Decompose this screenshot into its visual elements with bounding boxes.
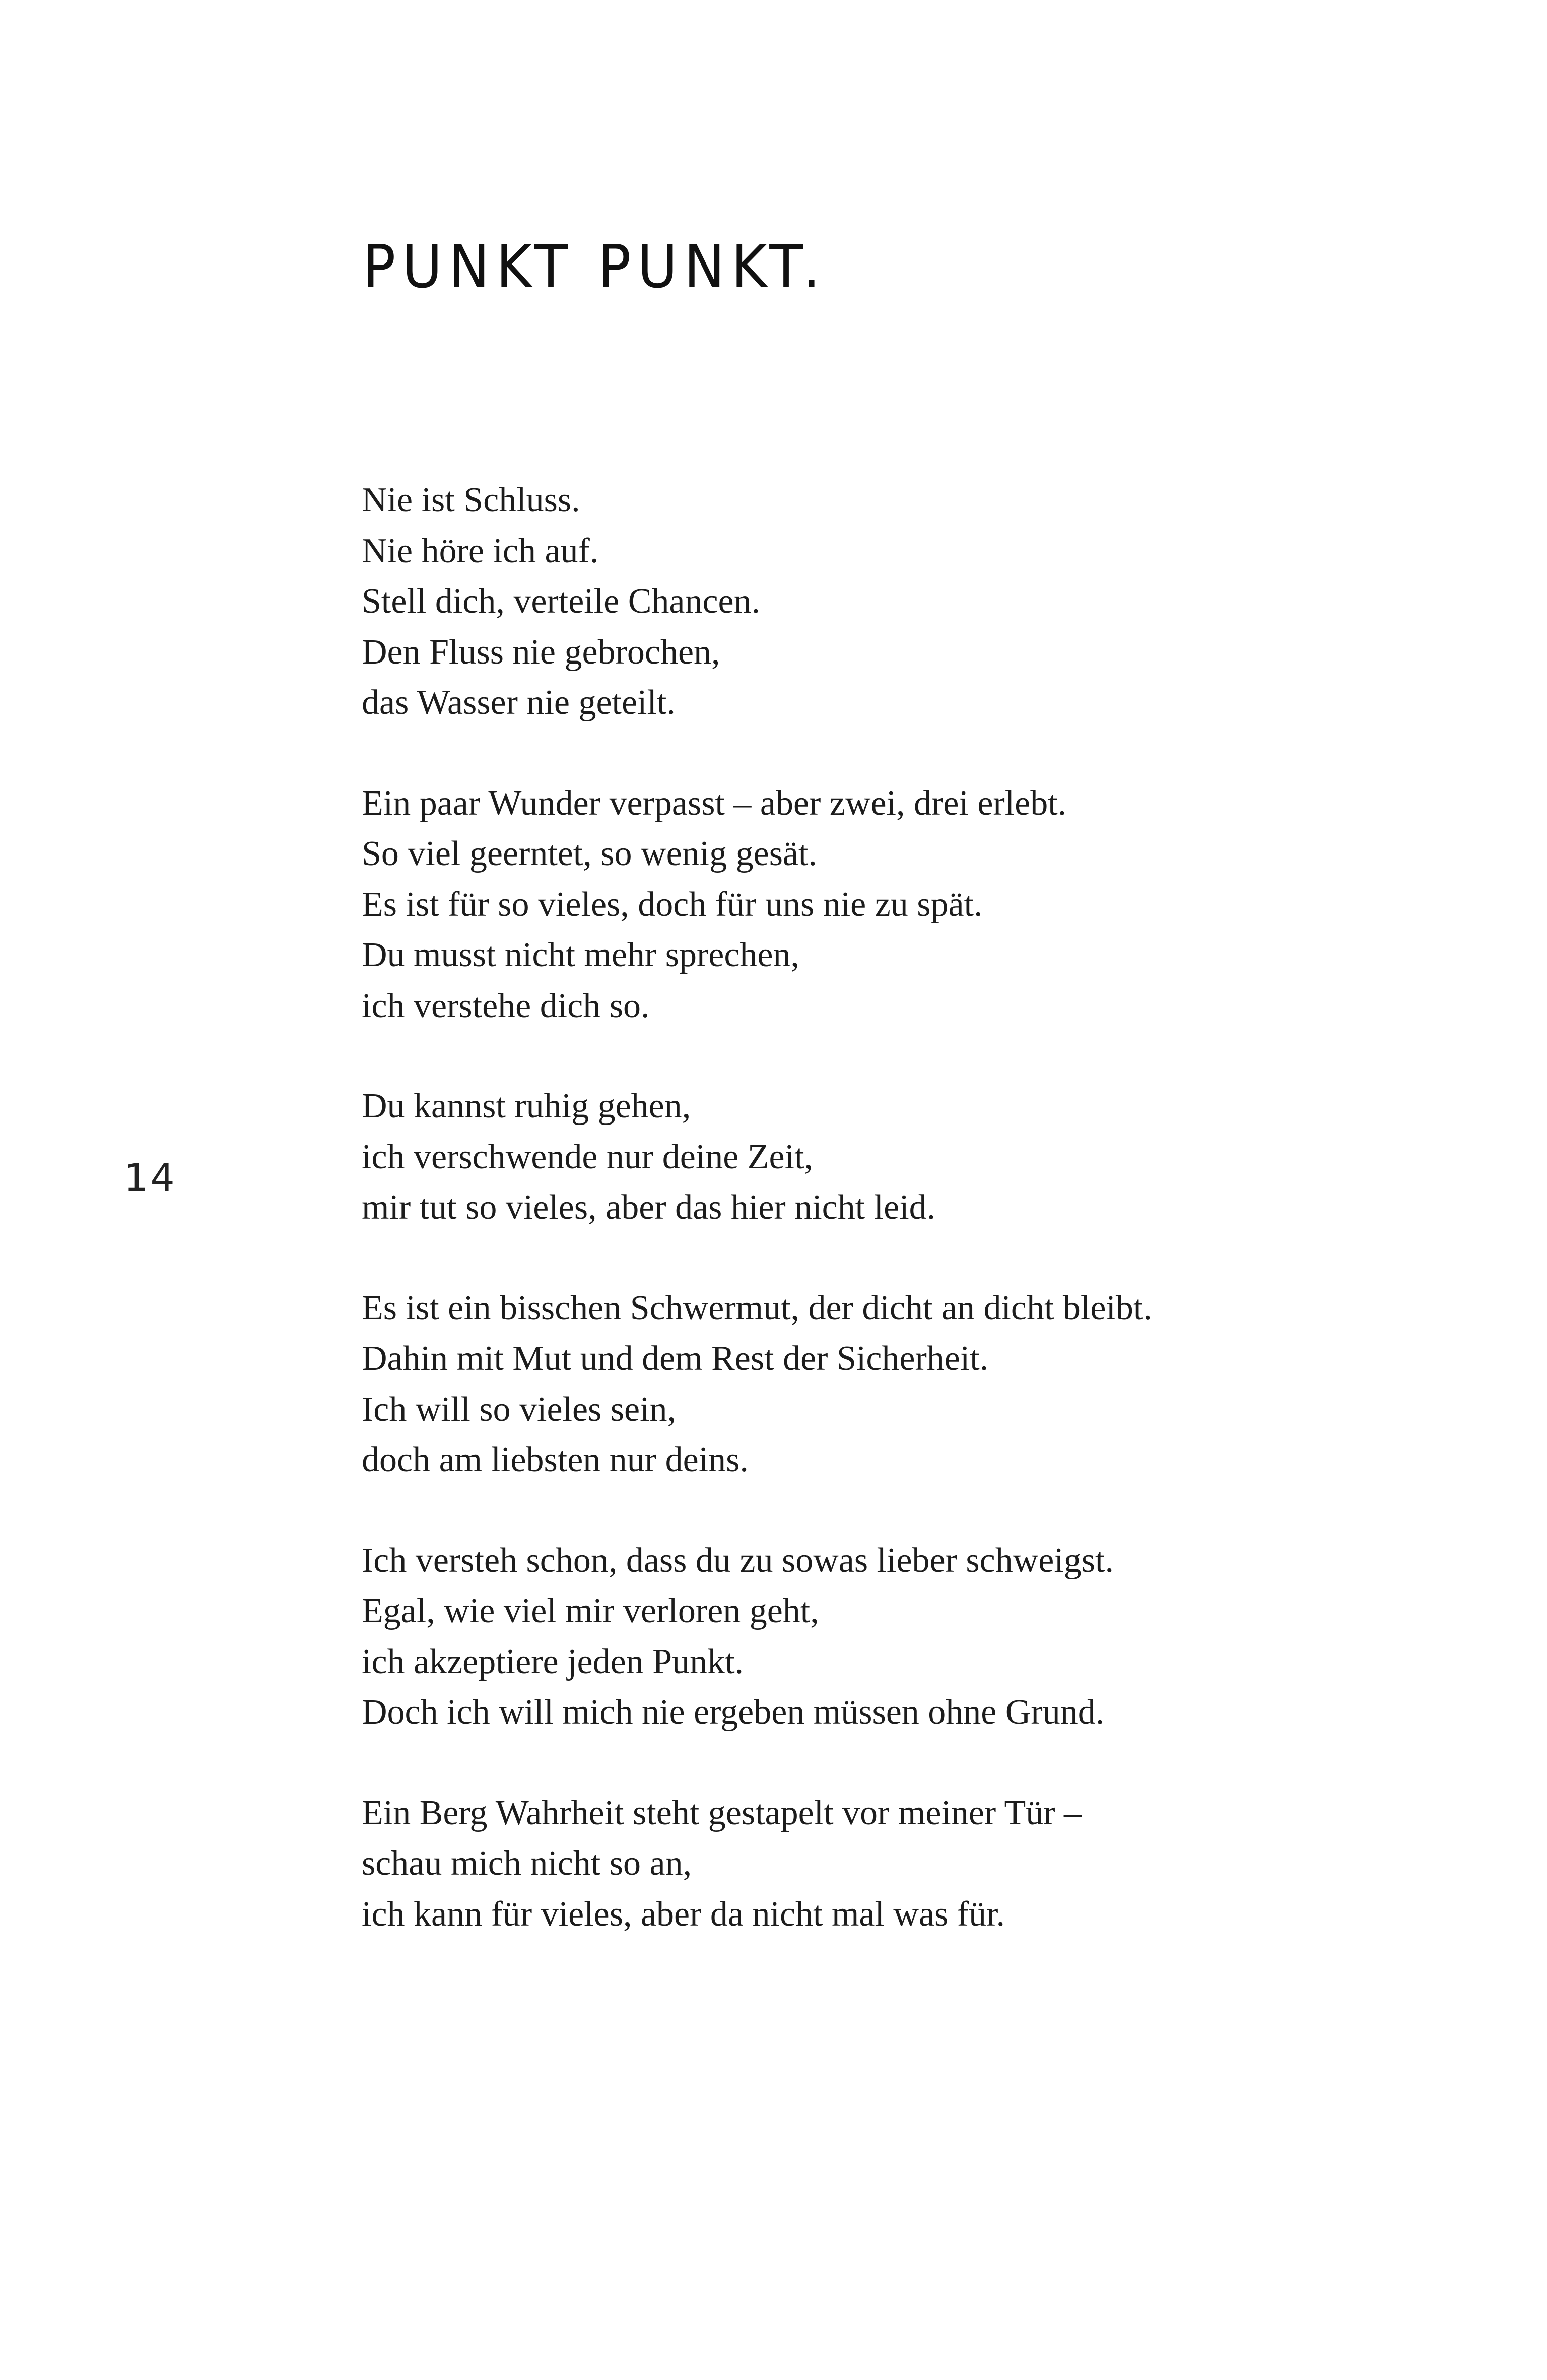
stanza	[362, 1283, 1369, 1486]
poem-line: Stell dich, verteile Chancen.	[362, 582, 761, 621]
page-number: 14	[124, 1155, 177, 1200]
poem-line: Ich will so vieles sein,	[362, 1390, 677, 1429]
poem-line: Dahin mit Mut und dem Rest der Sicherheit.	[362, 1339, 989, 1378]
poem-line: Egal, wie viel mir verloren geht,	[362, 1592, 819, 1630]
stanza	[362, 778, 1369, 1032]
poem-line: Du musst nicht mehr sprechen,	[362, 936, 799, 974]
poem-line: ich verschwende nur deine Zeit,	[362, 1137, 814, 1176]
stanza	[362, 1081, 1369, 1233]
poem-line: Nie ist Schluss.	[362, 481, 580, 519]
poem-line: Es ist ein bisschen Schwermut, der dicht an dicht bleibt.	[362, 1288, 1152, 1328]
poem-line: ich akzeptiere jeden Punkt.	[362, 1642, 744, 1681]
poem-line: Du kannst ruhig gehen,	[362, 1087, 691, 1126]
poem-line: Es ist für so vieles, doch für uns nie zu spät.	[362, 885, 983, 924]
poem-line: Ein paar Wunder verpasst – aber zwei, drei erlebt.	[362, 783, 1067, 823]
poem-line: Doch ich will mich nie ergeben müssen ohne Grund.	[362, 1693, 1105, 1732]
poem-line: ich kann für vieles, aber da nicht mal was für.	[362, 1894, 1005, 1934]
stanza	[362, 1788, 1369, 1940]
poem-line: schau mich nicht so an,	[362, 1844, 692, 1883]
stanza	[362, 475, 1369, 729]
poem-title: PUNKT PUNKT.	[363, 232, 827, 301]
stanza	[362, 1536, 1369, 1738]
poem-line: Nie höre ich auf.	[362, 531, 599, 570]
poem-line: So viel geerntet, so wenig gesät.	[362, 834, 817, 873]
poem-line: Den Fluss nie gebrochen,	[362, 632, 720, 672]
poem-line: Ich versteh schon, dass du zu sowas lieber schweigst.	[362, 1541, 1114, 1580]
poem-line: das Wasser nie geteilt.	[362, 683, 676, 722]
poem-body	[362, 475, 1369, 1990]
poem-line: ich verstehe dich so.	[362, 986, 650, 1025]
poem-line: mir tut so vieles, aber das hier nicht leid.	[362, 1188, 936, 1227]
poem-line: Ein Berg Wahrheit steht gestapelt vor meiner Tür –	[362, 1793, 1082, 1832]
poem-line: doch am liebsten nur deins.	[362, 1440, 749, 1479]
